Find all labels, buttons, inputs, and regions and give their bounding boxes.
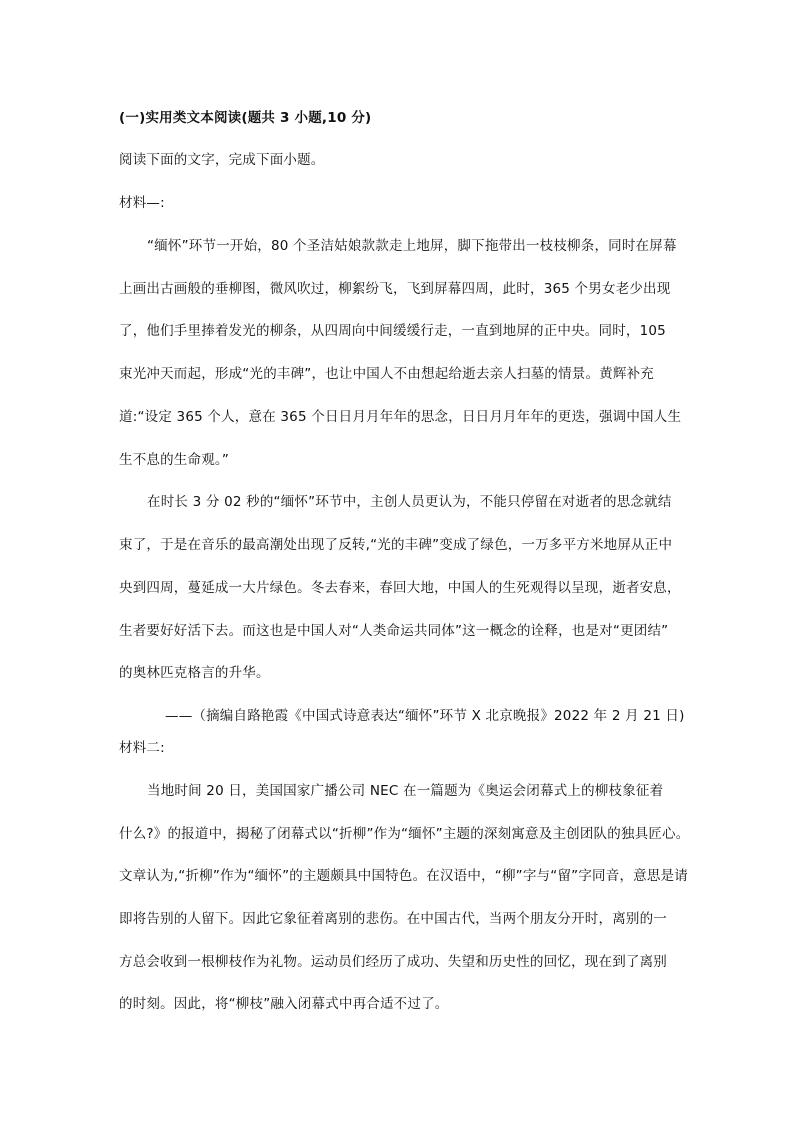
text-line: 的时刻。因此，将“柳枝”融入闭幕式中再合适不过了。 [119, 996, 449, 1012]
text-line: 上画出古画般的垂柳图，微风吹过，柳絮纷飞，飞到屏幕四周，此时，365 个男女老少出现 [119, 281, 671, 297]
text-line: 方总会收到一根柳枝作为礼物。运动员们经历了成功、失望和历史性的回忆，现在到了离别 [119, 954, 667, 970]
text-line: 道:“设定 365 个人，意在 365 个日日月月年年的思念，日日月月年年的更迭，强调中国人生 [119, 409, 682, 425]
text-line: 生不息的生命观。” [119, 452, 230, 468]
text-line: “缅怀”环节一开始，80 个圣洁姑娘款款走上地屏，脚下拖带出一枝枝柳条，同时在屏幕 [147, 238, 677, 254]
text-line: 即将告别的人留下。因此它象征着离别的悲伤。在中国古代，当两个朋友分开时，离别的一 [119, 911, 667, 927]
text-line: 束了，于是在音乐的最高潮处出现了反转,“光的丰碑”变成了绿色，一万多平方米地屏从正中 [119, 537, 673, 553]
section-heading: (一)实用类文本阅读(题共 3 小题,10 分) [119, 110, 372, 126]
reading-instruction: 阅读下面的文字，完成下面小题。 [119, 152, 325, 168]
text-line: 什么?》的报道中，揭秘了闭幕式以“折柳”作为“缅怀”主题的深刻寓意及主创团队的独具匠心。 [119, 826, 690, 842]
material-1-label: 材料—: [119, 195, 165, 211]
text-line: 了，他们手里捧着发光的柳条，从四周向中间缓缓行走，一直到地屏的正中央。同时，105 [119, 323, 666, 339]
text-line: 生者要好好活下去。而这也是中国人对“人类命运共同体”这一概念的诠释，也是对“更团结” [119, 623, 669, 639]
material-1-source: ——（摘编自路艳霞《中国式诗意表达“缅怀”环节 X 北京晚报》2022 年 2 月 21 日) [165, 708, 685, 724]
text-line: 的奥林匹克格言的升华。 [119, 665, 270, 681]
text-line: 束光冲天而起，形成“光的丰碑”，也让中国人不由想起给逝去亲人扫墓的情景。黄辉补充 [119, 366, 654, 382]
text-line: 当地时间 20 日，美国国家广播公司 NEC 在一篇题为《奥运会闭幕式上的柳枝象征着 [147, 783, 664, 799]
text-line: 央到四周，蔓延成一大片绿色。冬去春来，春回大地，中国人的生死观得以呈现，逝者安息， [119, 580, 681, 596]
text-line: 文章认为,“折柳”作为“缅怀”的主题颇具中国特色。在汉语中，“柳”字与“留”字同音，意思是请 [119, 868, 688, 884]
text-line: 在时长 3 分 02 秒的“缅怀”环节中，主创人员更认为，不能只停留在对逝者的思念就结 [147, 494, 672, 510]
material-2-label: 材料二: [119, 740, 165, 756]
